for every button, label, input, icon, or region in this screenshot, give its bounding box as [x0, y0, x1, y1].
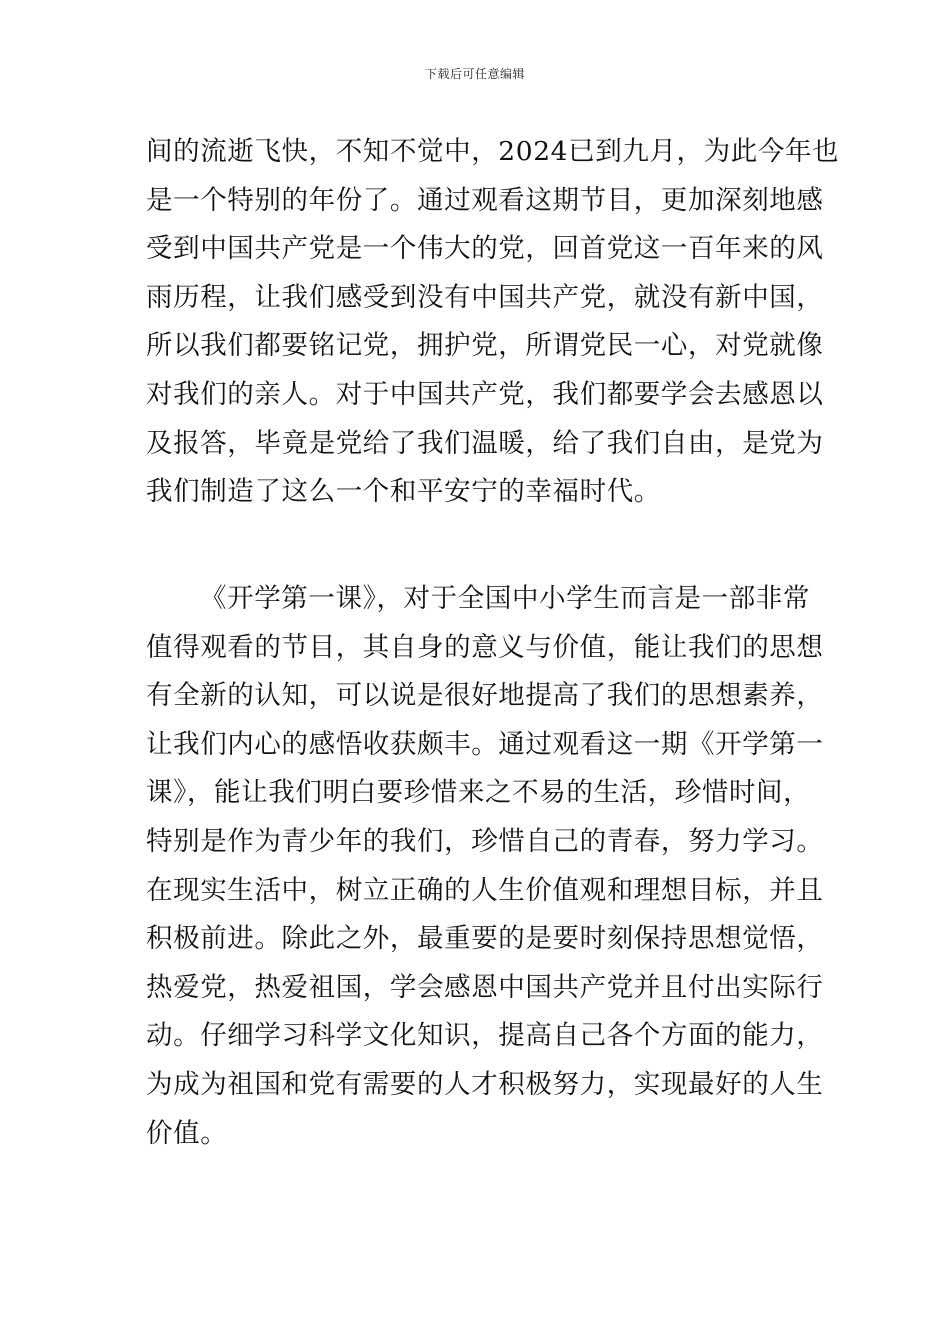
text-line: 《开学第一课》，对于全国中小学生而言是一部非常 — [200, 583, 811, 614]
paragraph-1 — [146, 128, 840, 517]
text-line: 课》，能让我们明白要珍惜来之不易的生活，珍惜时间， — [146, 777, 811, 809]
text-line: 对我们的亲人。对于中国共产党，我们都要学会去感恩以 — [146, 378, 824, 410]
text-line: 价值。 — [146, 1117, 228, 1149]
text-line: 积极前进。除此之外，最重要的是要时刻保持思想觉悟， — [146, 923, 824, 955]
text-line: 雨历程，让我们感受到没有中国共产党，就没有新中国， — [146, 281, 824, 313]
text-line: 动。仔细学习科学文化知识，提高自己各个方面的能力， — [146, 1020, 824, 1052]
text-line: 所以我们都要铭记党，拥护党，所谓党民一心，对党就像 — [146, 330, 824, 362]
text-line: 为成为祖国和党有需要的人才积极努力，实现最好的人生 — [146, 1068, 824, 1100]
text-line: 受到中国共产党是一个伟大的党，回首党这一百年来的风 — [146, 233, 824, 265]
text-line: 及报答，毕竟是党给了我们温暖，给了我们自由，是党为 — [146, 427, 824, 459]
text-line: 值得观看的节目，其自身的意义与价值，能让我们的思想 — [146, 631, 824, 663]
text-line: 在现实生活中，树立正确的人生价值观和理想目标，并且 — [146, 874, 824, 906]
text-line: 热爱党，热爱祖国，学会感恩中国共产党并且付出实际行 — [146, 971, 824, 1003]
text-line: 间的流逝飞快，不知不觉中，2024已到九月，为此今年也 — [146, 136, 840, 167]
paragraph-2 — [146, 575, 824, 1158]
text-line: 我们制造了这么一个和平安宁的幸福时代。 — [146, 476, 661, 508]
text-line: 特别是作为青少年的我们，珍惜自己的青春，努力学习。 — [146, 825, 824, 857]
text-line: 让我们内心的感悟收获颇丰。通过观看这一期《开学第一 — [146, 728, 824, 760]
text-line: 是一个特别的年份了。通过观看这期节目，更加深刻地感 — [146, 184, 824, 216]
text-line: 有全新的认知，可以说是很好地提高了我们的思想素养， — [146, 680, 824, 712]
page-header: 下载后可任意编辑 — [424, 67, 525, 81]
